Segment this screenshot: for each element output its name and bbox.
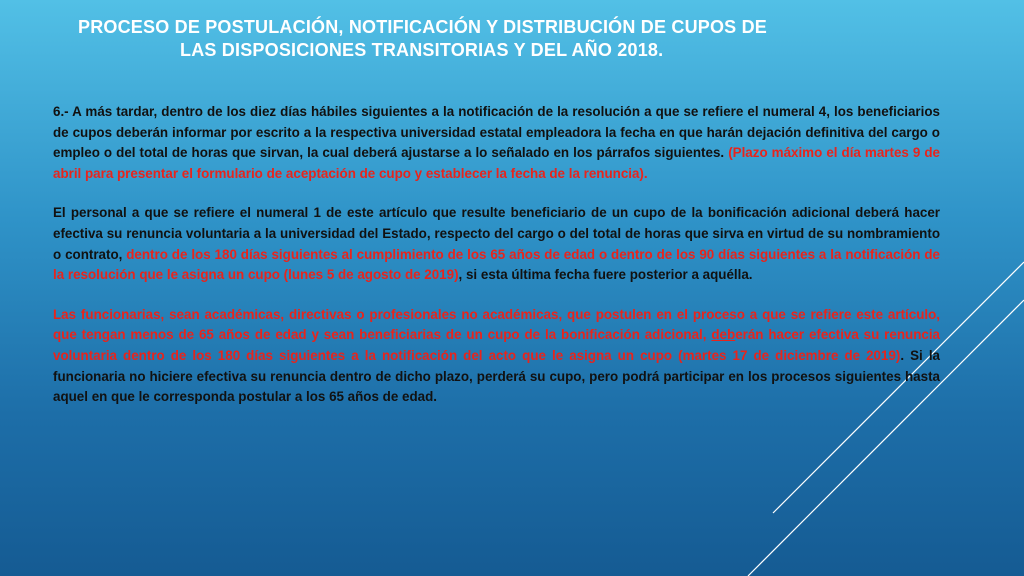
paragraph-2-text-a: El personal a que se refiere el numeral 1 de este artículo que resulte beneficiario de un cupo de la bonificación adicional deberá hacer efectiva su renuncia voluntaria a la universidad del Estado, respecto del cargo o del total de horas que sirva en virtud de su nombramiento o contrato, xyxy=(53,205,940,262)
slide-title-line-2: LAS DISPOSICIONES TRANSITORIAS Y DEL AÑO 2018. xyxy=(180,40,664,60)
paragraph-1-deadline: (Plazo máximo el día martes 9 de abril para presentar el formulario de aceptación de cupo y establecer la fecha de la renuncia). xyxy=(53,145,941,181)
paragraph-3-underlined: deb xyxy=(711,327,736,343)
paragraph-1-text: 6.- A más tardar, dentro de los diez días hábiles siguientes a la notificación de la resolución a que se refiere el numeral 4, los beneficiarios de cupos deberán informar por escrito a la respectiva universidad estatal empleadora la fecha en que harán dejación definitiva del cargo o empleo o del total de horas que sirvan, la cual deberá ajustarse a lo señalado en los párrafos siguientes. xyxy=(53,104,940,161)
paragraph-3 xyxy=(53,305,940,408)
paragraph-2-text-b: , si esta última fecha fuere posterior a aquélla. xyxy=(458,267,753,283)
slide-title-line-1: PROCESO DE POSTULACIÓN, NOTIFICACIÓN Y DISTRIBUCIÓN DE CUPOS DE xyxy=(78,17,767,37)
paragraph-3-text: . Si la funcionaria no hiciere efectiva su renuncia dentro de dicho plazo, perderá su cupo, pero podrá participar en los procesos siguientes hasta aquel en que le corresponda postular a los 65 años de edad. xyxy=(53,347,940,405)
paragraph-3-highlight-a: Las funcionarias, sean académicas, directivas o profesionales no académicas, que postulen en el proceso a que se refiere este artículo, que tengan menos de 65 años de edad y sean beneficiarias de un cupo de la bonificación adicional, xyxy=(53,306,940,343)
paragraph-3-highlight-b: erán hacer efectiva su renuncia voluntaria dentro de los 180 días siguientes a la notificación del acto que le asigna un cupo (martes 17 de diciembre de 2019) xyxy=(53,327,940,363)
slide-body xyxy=(53,102,940,427)
paragraph-1 xyxy=(53,102,940,184)
paragraph-2 xyxy=(53,203,940,285)
paragraph-2-deadline: dentro de los 180 días siguientes al cumplimiento de los 65 años de edad o dentro de los 90 días siguientes a la notificación de la resolución que le asigna un cupo (lunes 5 de agosto de 2019) xyxy=(53,246,940,283)
slide-title xyxy=(60,16,820,62)
